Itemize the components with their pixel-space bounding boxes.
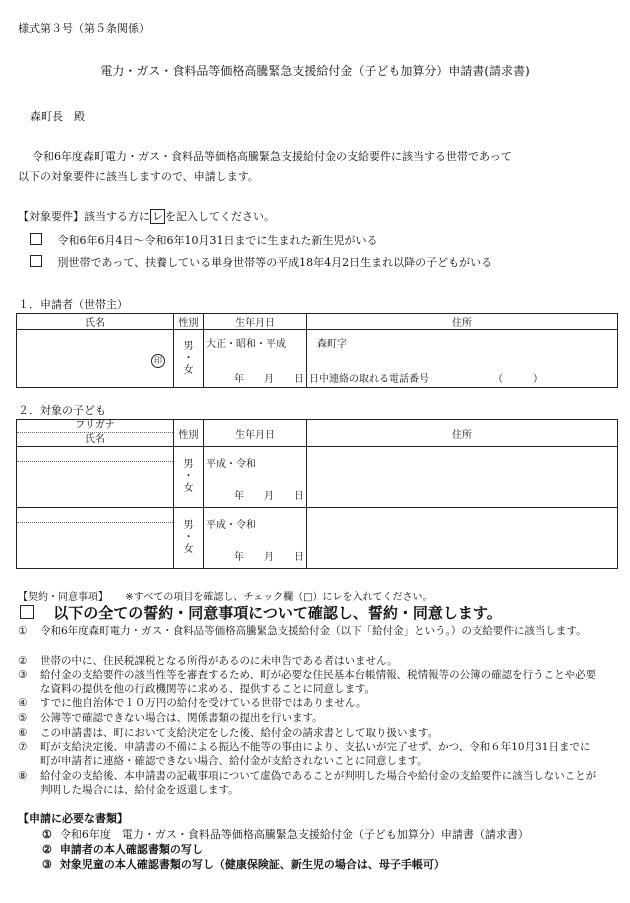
document-text: 令和6年度 電力・ガス・食料品等価格高騰緊急支援給付金（子ども加算分）申請書（請求書）	[59, 828, 529, 841]
document-item	[42, 856, 445, 872]
era-options: 平成・令和	[206, 520, 256, 531]
pledge-number: ⑧	[18, 770, 28, 782]
pledge-text: 町が支給決定後、申請書の不備による振込不能等の事由により、支払いが完了せず、かつ、令和６年10月31日までに町が申請者に連絡・確認できない場合、給付金が支給されないことに同意します。	[40, 741, 591, 767]
checkbox[interactable]	[30, 233, 42, 245]
pledge-text: 令和6年度森町電力・ガス・食料品等価格高騰緊急支援給付金（以下「給付金」という。）の支給要件に該当します。	[40, 625, 587, 637]
document-text: 対象児童の本人確認書類の写し（健康保険証、新生児の場合は、母子手帳可）	[59, 858, 445, 871]
form-title: 電力・ガス・食料品等価格高騰緊急支援給付金（子ども加算分）申請書(請求書)	[100, 64, 530, 78]
gender-male: 男	[183, 520, 194, 531]
requirements-heading-post: を記入してください。	[165, 210, 275, 223]
pledge-text: 給付金の支給後、本申請書の記載事項について虚偽であることが判明した場合や給付金の支給要件に該当しないことが判明した場合には、給付金を返還します。	[40, 770, 597, 796]
birth-cell[interactable]	[204, 447, 307, 508]
form-number: 様式第３号（第５条関係）	[18, 22, 150, 35]
requirement-item	[30, 232, 378, 248]
address-prefix: 森町字	[317, 339, 347, 350]
document-item	[42, 841, 203, 857]
pledge-text: 給付金の支給要件の該当性等を審査するため、町が必要な住民基本台帳情報、税情報等の公簿の確認を行うことや必要な資料の提供を他の行政機関等に求める、提供することに同意します。	[40, 669, 597, 695]
col-furigana-name	[17, 420, 174, 447]
intro-line-2: 以下の対象要件に該当しますので、申請します。	[18, 170, 259, 183]
seal-mark: 印	[151, 354, 165, 368]
child-row	[17, 508, 618, 569]
col-name: 氏名	[85, 434, 105, 445]
requirement-text: 令和6年6月4日～令和6年10月31日までに生まれた新生児がいる	[57, 234, 378, 247]
address-cell[interactable]	[307, 330, 618, 388]
child-name-cell[interactable]	[17, 508, 174, 569]
pledge-text: すでに他自治体で１０万円の給付を受けている世帯ではありません。	[40, 697, 367, 709]
agreement-heading	[18, 588, 433, 603]
agreement-checkbox[interactable]	[20, 605, 34, 619]
pledge-number: ④	[18, 697, 28, 709]
col-birth: 生年月日	[204, 420, 307, 447]
pledge-number: ⑥	[18, 727, 28, 739]
pledge-number: ②	[18, 655, 28, 667]
address-cell[interactable]	[307, 447, 618, 508]
phone-label: 日中連絡の取れる電話番号	[309, 374, 429, 385]
gender-cell[interactable]	[174, 330, 204, 388]
addressee: 森町長 殿	[30, 110, 85, 123]
gender-female: 女	[183, 364, 194, 376]
document-number: ③	[42, 858, 52, 871]
gender-male: 男	[183, 340, 194, 352]
children-table	[16, 419, 618, 569]
date-line: 年 月 日	[234, 491, 304, 502]
child-row	[17, 447, 618, 508]
era-options: 平成・令和	[206, 459, 256, 470]
gender-dot: ・	[183, 352, 194, 364]
document-item	[42, 826, 529, 842]
date-line: 年 月 日	[234, 552, 304, 563]
col-furigana: フリガナ	[17, 420, 173, 433]
checkbox[interactable]	[30, 255, 42, 267]
birth-cell[interactable]	[204, 508, 307, 569]
col-gender: 性別	[174, 314, 204, 330]
check-mark-sample: レ	[152, 210, 163, 223]
requirements-heading	[18, 208, 275, 224]
child-name-cell[interactable]	[17, 447, 174, 508]
era-options: 大正・昭和・平成	[206, 339, 286, 350]
applicant-heading: １．申請者（世帯主）	[18, 298, 128, 311]
birth-cell[interactable]	[204, 330, 307, 388]
agreement-heading-label: 【契約・同意事項】	[18, 592, 108, 603]
child-furigana-field[interactable]	[17, 447, 173, 462]
gender-dot: ・	[183, 471, 194, 482]
intro-line-1: 令和6年度森町電力・ガス・食料品等価格高騰緊急支援給付金の支給要件に該当する世帯であって	[32, 150, 512, 163]
pledge-text: 公簿等で確認できない場合は、関係書類の提出を行います。	[40, 712, 323, 724]
document-text: 申請者の本人確認書類の写し	[59, 843, 203, 856]
agreement-heading-note: ※すべての項目を確認し、チェック欄（□）にレを入れてください。	[125, 592, 433, 603]
pledge-number: ③	[18, 669, 28, 681]
gender-dot: ・	[183, 532, 194, 543]
requirement-item	[30, 254, 492, 270]
gender-cell[interactable]	[174, 447, 204, 508]
col-birth: 生年月日	[204, 314, 307, 330]
col-gender: 性別	[174, 420, 204, 447]
documents-heading: 【申請に必要な書類】	[18, 812, 128, 825]
phone-paren: （ ）	[493, 374, 543, 385]
agreement-main	[20, 602, 502, 623]
requirements-heading-pre: 【対象要件】該当する方に	[18, 210, 150, 223]
pledge-number: ⑦	[18, 741, 28, 753]
document-number: ②	[42, 843, 52, 856]
col-name: 氏名	[17, 314, 174, 330]
requirement-text: 別世帯であって、扶養している単身世帯等の平成18年4月2日生まれ以降の子どもがいる	[57, 256, 493, 269]
gender-cell[interactable]	[174, 508, 204, 569]
pledge-text: 世帯の中に、住民税課税となる所得があるのに未申告である者はいません。	[40, 655, 398, 667]
child-furigana-field[interactable]	[17, 508, 173, 523]
document-number: ①	[42, 828, 52, 841]
applicant-name-cell[interactable]	[17, 330, 174, 388]
address-cell[interactable]	[307, 508, 618, 569]
gender-female: 女	[183, 544, 194, 555]
gender-female: 女	[183, 483, 194, 494]
col-address: 住所	[307, 420, 618, 447]
gender-male: 男	[183, 459, 194, 470]
applicant-table	[16, 313, 618, 388]
pledge-text: この申請書は、町において支給決定をした後、給付金の請求書として取り扱います。	[40, 727, 439, 739]
pledge-number: ①	[18, 625, 28, 637]
col-address: 住所	[307, 314, 618, 330]
pledge-number: ⑤	[18, 712, 28, 724]
agreement-statement: 以下の全ての誓約・同意事項について確認し、誓約・同意します。	[53, 604, 502, 622]
date-line: 年 月 日	[234, 374, 304, 385]
children-heading: ２．対象の子ども	[18, 404, 106, 417]
